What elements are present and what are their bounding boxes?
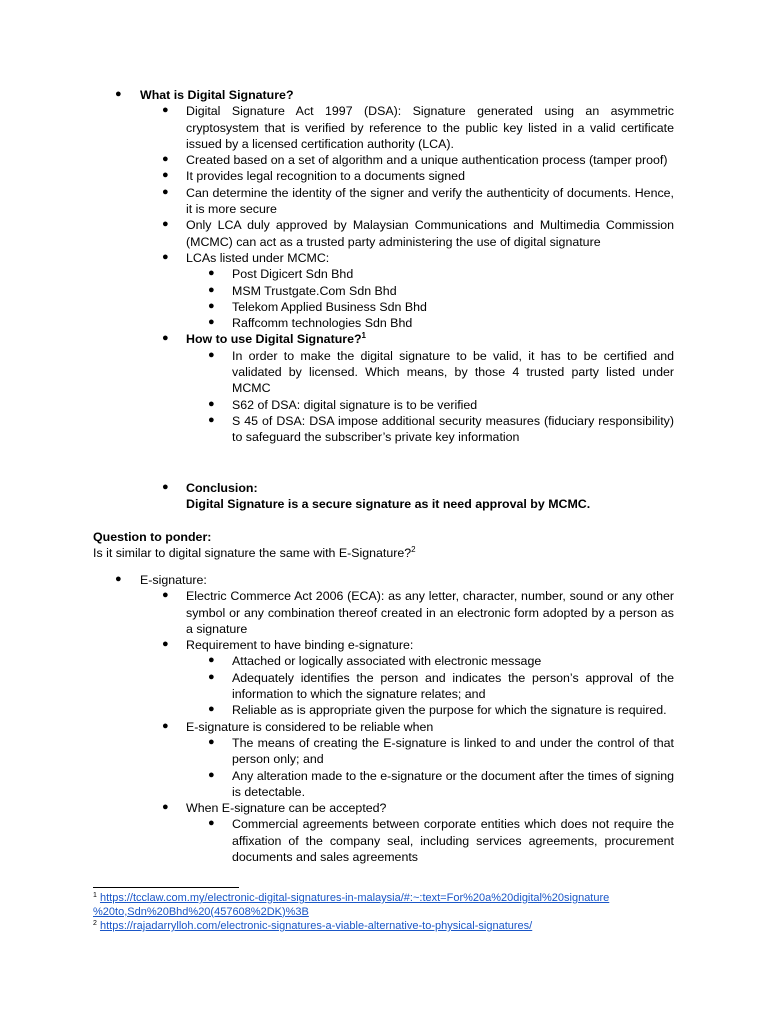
list-item-text: In order to make the digital signature to be valid, it has to be certified and validated by licensed. Which means, by those 4 trusted party listed under MCMC <box>232 348 674 396</box>
ponder-question <box>0 545 674 561</box>
lca-name: Post Digicert Sdn Bhd <box>232 267 354 282</box>
bullet-icon: ● <box>162 801 169 814</box>
bullet-icon: ● <box>162 481 169 493</box>
footnote-number: 2 <box>93 920 97 927</box>
footnote-1 <box>93 892 674 919</box>
list-item <box>0 168 674 184</box>
bullet-icon: ● <box>208 654 215 667</box>
list-item-text: The means of creating the E-signature is linked to and under the control of that person only; and <box>232 735 674 767</box>
list-item-text: Adequately identifies the person and indicates the person’s approval of the information to which the signature relates; and <box>232 670 674 702</box>
list-item <box>0 331 674 347</box>
list-item-text: Reliable as is appropriate given the purpose for which the signature is required. <box>232 703 667 718</box>
bullet-icon: ● <box>208 283 215 296</box>
bullet-icon: ● <box>208 267 215 280</box>
list-item <box>0 217 674 250</box>
digital-signature-section <box>0 87 768 446</box>
list-item <box>0 653 674 669</box>
bullet-icon: ● <box>162 589 169 602</box>
bullet-icon: ● <box>208 768 215 781</box>
footnote-ref: 2 <box>411 545 416 555</box>
list-item <box>0 816 674 865</box>
list-item-text: Created based on a set of algorithm and a unique authentication process (tamper proof) <box>186 153 668 168</box>
list-item <box>0 572 768 588</box>
list-item-text: Attached or logically associated with electronic message <box>232 654 542 669</box>
footnote-number: 1 <box>93 892 97 899</box>
footnote-separator <box>93 887 239 888</box>
list-item <box>0 250 674 266</box>
list-item <box>0 800 674 816</box>
ponder-heading: Question to ponder: <box>93 530 212 544</box>
bullet-icon: ● <box>208 817 215 830</box>
list-item <box>0 588 674 637</box>
bullet-icon: ● <box>208 413 215 426</box>
list-item-text: S 45 of DSA: DSA impose additional security measures (fiduciary responsibility) to safeguard the subscriber’s private key information <box>232 413 674 445</box>
list-item-text: Electric Commerce Act 2006 (ECA): as any letter, character, number, sound or any other symbol or any combination thereof created in an electronic form adopted by a person as a signature <box>186 589 674 636</box>
ponder-question-text: Is it similar to digital signature the same with E-Signature? <box>93 546 412 561</box>
bullet-icon: ● <box>208 348 215 361</box>
section-heading: E-signature: <box>140 573 207 587</box>
list-item <box>0 735 674 768</box>
ponder-block <box>0 529 768 562</box>
section-heading: What is Digital Signature? <box>140 88 294 102</box>
subheading-text: How to use Digital Signature? <box>186 332 362 347</box>
bullet-icon: ● <box>208 316 215 329</box>
lca-name: Telekom Applied Business Sdn Bhd <box>232 299 427 314</box>
list-item-text: E-signature is considered to be reliable when <box>186 719 434 734</box>
footnote-2 <box>93 920 674 934</box>
subheading-how-to-use <box>186 331 674 347</box>
list-item <box>0 702 674 718</box>
list-item-text: LCAs listed under MCMC: <box>186 250 330 265</box>
lca-name: MSM Trustgate.Com Sdn Bhd <box>232 283 397 298</box>
footnote-link[interactable] <box>93 892 609 918</box>
lca-name: Raffcomm technologies Sdn Bhd <box>232 316 413 331</box>
conclusion-label: Conclusion: <box>186 481 258 495</box>
list-item <box>0 413 674 446</box>
bullet-icon: ● <box>208 703 215 716</box>
footnote-link[interactable]: https://rajadarrylloh.com/electronic-signatures-a-viable-alternative-to-physical-signatures/ <box>99 920 533 932</box>
bullet-icon: ● <box>208 670 215 683</box>
footnote-ref: 1 <box>361 331 366 341</box>
list-item <box>0 637 674 653</box>
list-item <box>0 719 674 735</box>
list-item <box>0 480 674 513</box>
conclusion-block <box>0 480 768 513</box>
lca-list-item <box>0 266 674 282</box>
lca-list-item <box>0 283 674 299</box>
bullet-icon: ● <box>162 250 169 263</box>
bullet-icon: ● <box>162 638 169 651</box>
bullet-icon: ● <box>208 397 215 410</box>
list-item-text: Can determine the identity of the signer and verify the authenticity of documents. Hence, it is more secure <box>186 185 674 217</box>
bullet-icon: ● <box>162 169 169 182</box>
footnote-link-line2: %20to,Sdn%20Bhd%20(457608%2DK)%3B <box>93 905 309 918</box>
bullet-icon: ● <box>115 88 122 100</box>
list-item-text: Commercial agreements between corporate entities which does not require the affixation of the company seal, including services agreements, procurement documents and sales agreements <box>232 817 674 865</box>
list-item <box>0 87 768 103</box>
list-item-text: Only LCA duly approved by Malaysian Communications and Multimedia Commission (MCMC) can act as a trusted party administering the use of digital signature <box>186 218 674 249</box>
bullet-icon: ● <box>208 299 215 312</box>
bullet-icon: ● <box>208 735 215 748</box>
bullet-icon: ● <box>115 573 122 585</box>
list-item-text: Requirement to have binding e-signature: <box>186 638 414 653</box>
footnote-link-line1: https://tcclaw.com.my/electronic-digital-signatures-in-malaysia/#:~:text=For%20a%20digital%20signature <box>99 892 610 904</box>
bullet-icon: ● <box>162 104 169 117</box>
list-item <box>0 103 674 152</box>
bullet-icon: ● <box>162 153 169 166</box>
list-item <box>0 348 674 397</box>
e-signature-section <box>0 572 768 865</box>
bullet-icon: ● <box>162 218 169 231</box>
list-item-text: S62 of DSA: digital signature is to be verified <box>232 397 478 412</box>
bullet-icon: ● <box>162 332 169 345</box>
list-item-text: Digital Signature Act 1997 (DSA): Signature generated using an asymmetric cryptosystem that is verified by reference to the public key listed in a valid certificate issued by a licensed certification authority (LCA). <box>186 104 674 151</box>
bullet-icon: ● <box>162 719 169 732</box>
list-item <box>0 152 674 168</box>
lca-list-item <box>0 315 674 331</box>
list-item-text: It provides legal recognition to a documents signed <box>186 169 465 184</box>
list-item <box>0 670 674 703</box>
bullet-icon: ● <box>162 185 169 198</box>
list-item <box>0 397 674 413</box>
list-item <box>0 185 674 218</box>
list-item-text: When E-signature can be accepted? <box>186 801 387 816</box>
conclusion-text: Digital Signature is a secure signature as it need approval by MCMC. <box>186 497 591 512</box>
list-item <box>0 768 674 801</box>
list-item-text: Any alteration made to the e-signature or the document after the times of signing is detectable. <box>232 768 674 799</box>
lca-list-item <box>0 299 674 315</box>
